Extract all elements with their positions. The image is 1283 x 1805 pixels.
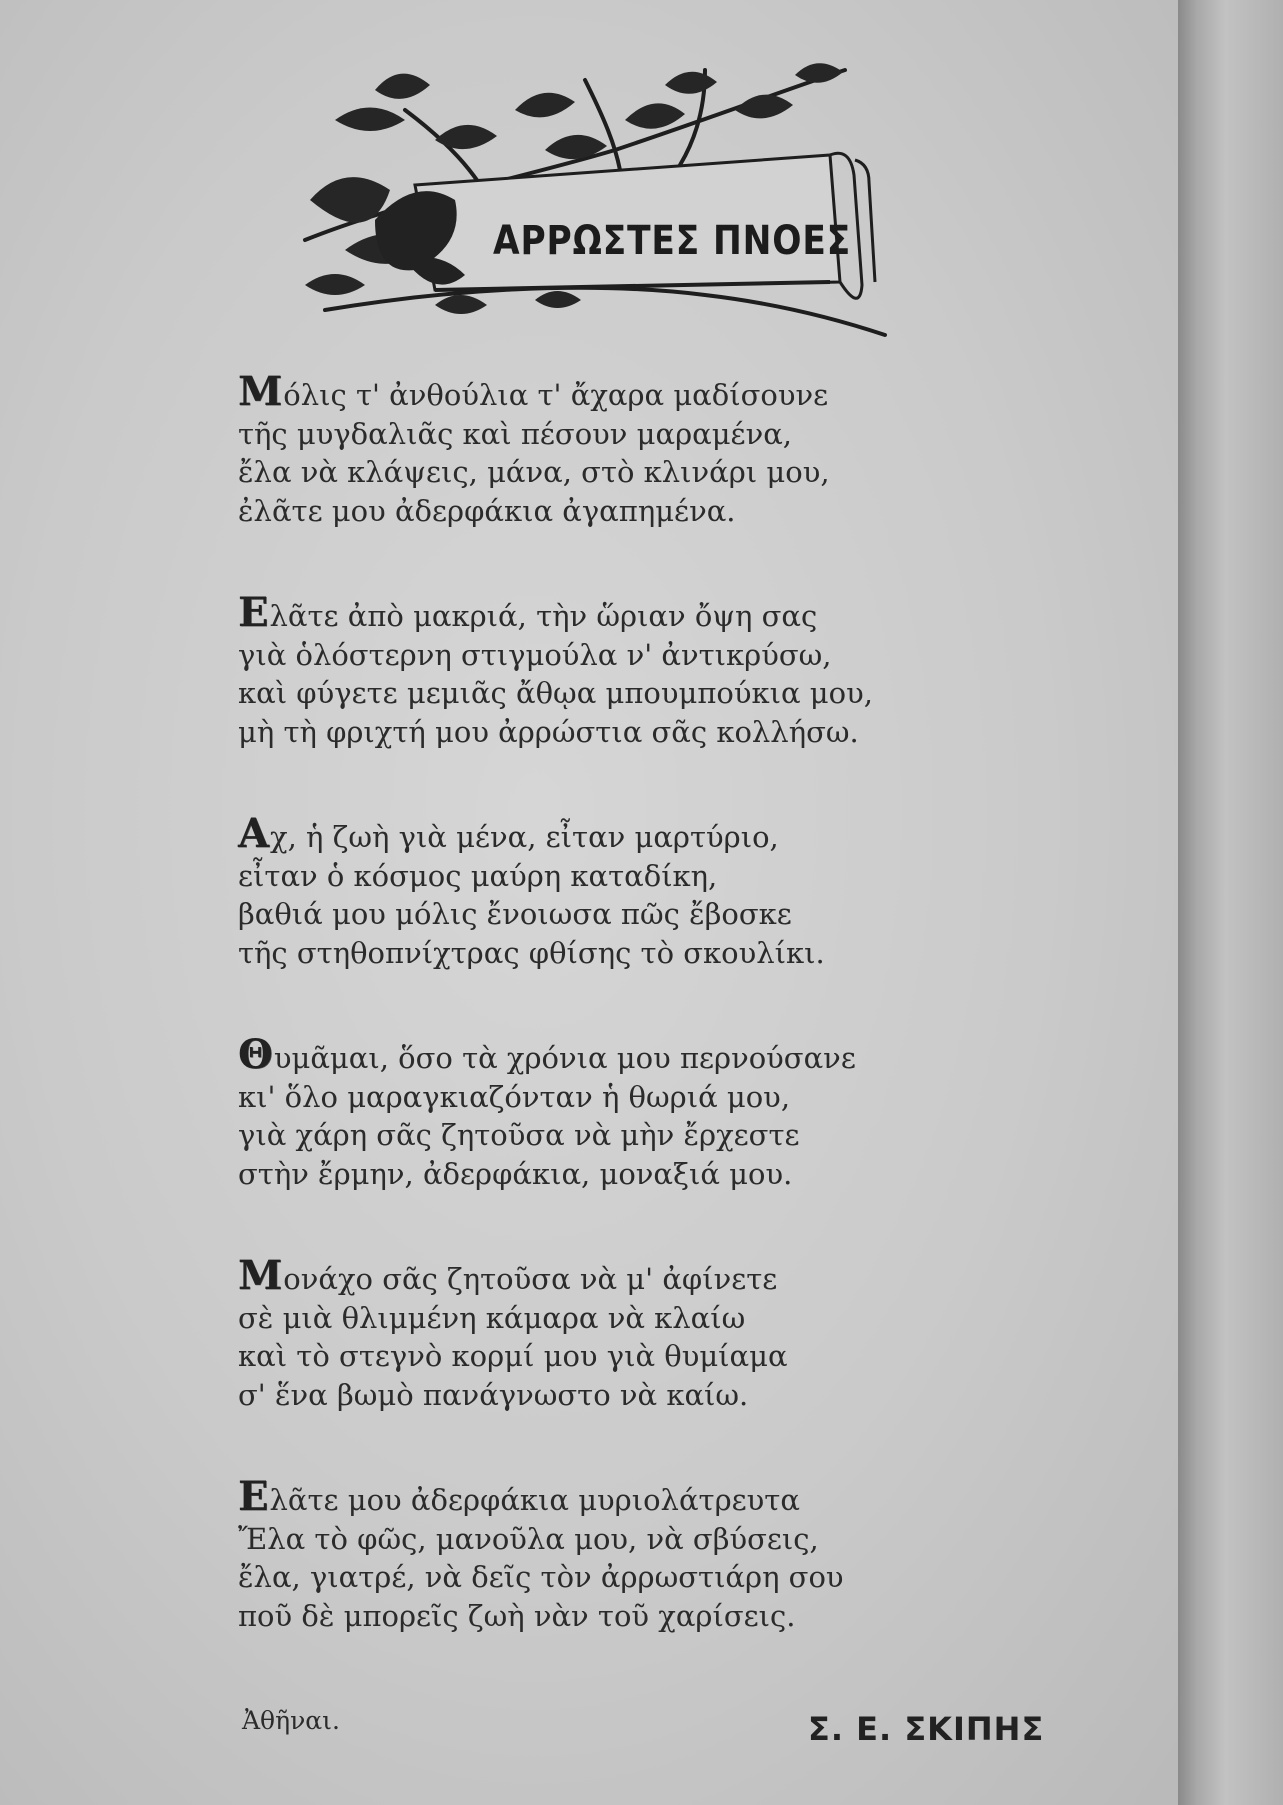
poem-line: Θυμᾶμαι, ὅσο τὰ χρόνια μου περνούσανε <box>238 1031 856 1078</box>
poem-line: καὶ φύγετε μεμιᾶς ἄθῳα μπουμπούκια μου, <box>238 676 873 710</box>
stanza-5 <box>238 1252 1038 1414</box>
poem-line: βαθιά μου μόλις ἔνοιωσα πῶς ἔβοσκε <box>238 897 792 931</box>
stanza-6 <box>238 1473 1038 1635</box>
book-spine <box>1178 0 1283 1805</box>
poem-line: σὲ μιὰ θλιμμένη κάμαρα νὰ κλαίω <box>238 1300 746 1335</box>
poem-line: τῆς στηθοπνίχτρας φθίσης τὸ σκουλίκι. <box>238 935 825 970</box>
title-banner <box>285 50 965 340</box>
drop-cap: Θ <box>238 1031 273 1078</box>
place-signature: Ἀθῆναι. <box>242 1706 340 1735</box>
poem-line: σ' ἕνα βωμὸ πανάγνωστο νὰ καίω. <box>238 1377 749 1412</box>
drop-cap: Α <box>238 810 270 857</box>
poem-line: τῆς μυγδαλιᾶς καὶ πέσουν μαραμένα, <box>238 416 793 451</box>
poem-title: ΑΡΡΩΣΤΕΣ ΠΝΟΕΣ <box>493 218 852 264</box>
poem-line: Αχ, ἡ ζωὴ γιὰ μένα, εἶταν μαρτύριο, <box>238 810 779 857</box>
poem-line: Ἔλα τὸ φῶς, μανοῦλα μου, νὰ σβύσεις, <box>238 1521 819 1556</box>
poem-line: Μονάχο σᾶς ζητοῦσα νὰ μ' ἀφίνετε <box>238 1252 778 1299</box>
floral-branch-icon <box>285 50 965 340</box>
stanza-2 <box>238 589 1038 751</box>
drop-cap: Ε <box>238 1473 269 1520</box>
poem-line: καὶ τὸ στεγνὸ κορμί μου γιὰ θυμίαμα <box>238 1339 788 1373</box>
poem-line: γιὰ ὁλόστερνη στιγμούλα ν' ἀντικρύσω, <box>238 637 832 672</box>
poem-line: μὴ τὴ φριχτή μου ἀρρώστια σᾶς κολλήσω. <box>238 714 859 749</box>
poem-line: ἐλᾶτε μου ἀδερφάκια ἀγαπημένα. <box>238 493 736 528</box>
poem-line: Μόλις τ' ἀνθούλια τ' ἄχαρα μαδίσουνε <box>238 368 829 415</box>
stanza-4 <box>238 1031 1038 1193</box>
poem-line: Ελᾶτε ἀπὸ μακριά, τὴν ὥριαν ὄψη σας <box>238 589 818 636</box>
poem-line: ἔλα νὰ κλάψεις, μάνα, στὸ κλινάρι μου, <box>238 455 830 489</box>
poem-line: στὴν ἔρμην, ἀδερφάκια, μοναξιά μου. <box>238 1156 793 1191</box>
poem-body <box>238 368 1038 1702</box>
drop-cap: Μ <box>238 368 283 415</box>
stanza-3 <box>238 810 1038 972</box>
author-signature: Σ. Ε. ΣΚΙΠΗΣ <box>808 1710 1045 1748</box>
poem-line: εἶταν ὁ κόσμος μαύρη καταδίκη, <box>238 858 718 893</box>
poem-line: κι' ὅλο μαραγκιαζόνταν ἡ θωριά μου, <box>238 1079 791 1114</box>
poem-line: Ελᾶτε μου ἀδερφάκια μυριολάτρευτα <box>238 1473 800 1520</box>
stanza-1 <box>238 368 1038 530</box>
poem-line: γιὰ χάρη σᾶς ζητοῦσα νὰ μὴν ἔρχεστε <box>238 1118 800 1152</box>
drop-cap: Ε <box>238 589 269 636</box>
drop-cap: Μ <box>238 1252 283 1299</box>
poem-line: ποῦ δὲ μπορεῖς ζωὴ νὰν τοῦ χαρίσεις. <box>238 1598 796 1633</box>
poem-line: ἔλα, γιατρέ, νὰ δεῖς τὸν ἀρρωστιάρη σου <box>238 1560 844 1594</box>
